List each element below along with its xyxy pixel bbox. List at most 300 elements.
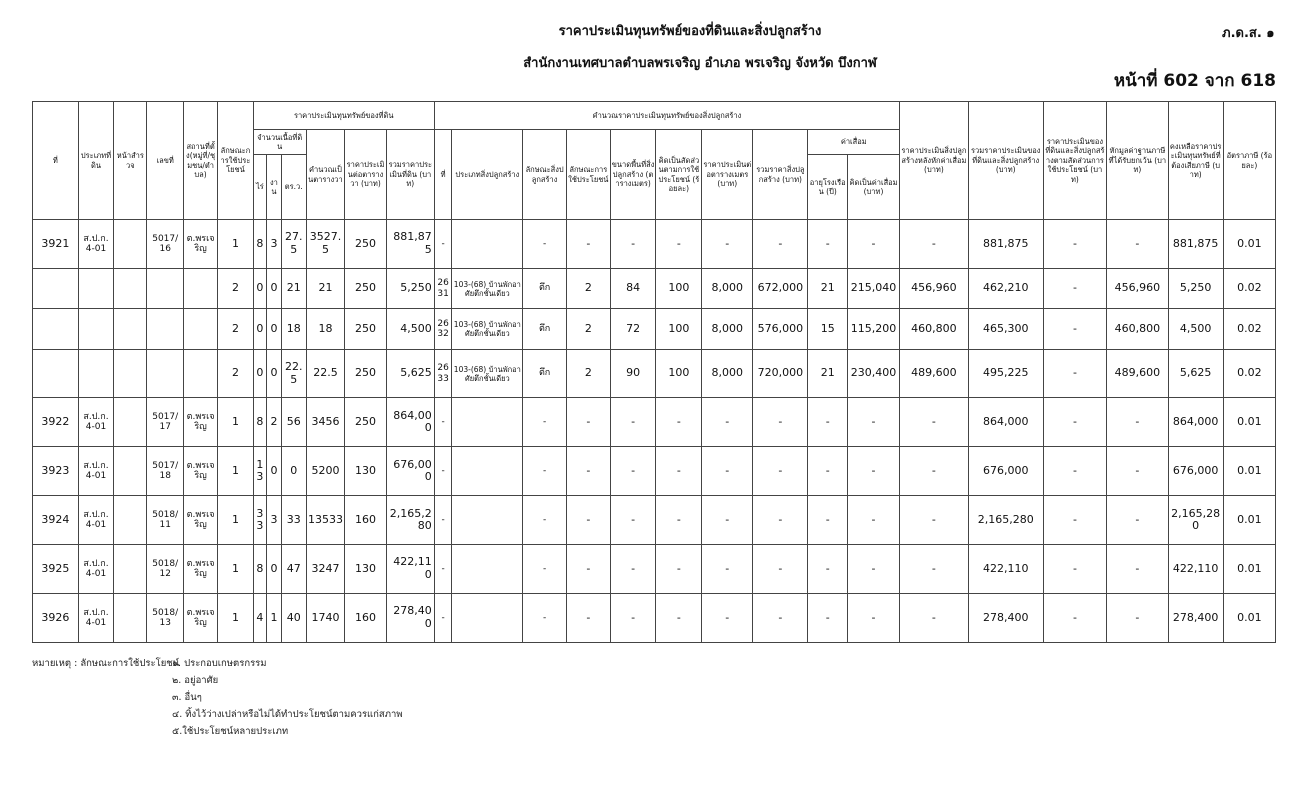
cell-b-total: - bbox=[753, 594, 808, 643]
cell-doc-no bbox=[147, 349, 183, 398]
table-row bbox=[33, 349, 1276, 398]
cell-taxable: 676,000 bbox=[1168, 447, 1223, 496]
cell-usage: 1 bbox=[218, 545, 253, 594]
cell-tax-rate: 0.01 bbox=[1223, 398, 1275, 447]
cell-price-per-wa: 160 bbox=[345, 496, 387, 545]
cell-deduction: - bbox=[1107, 220, 1168, 269]
cell-location bbox=[183, 349, 217, 398]
cell-land-type: ส.ป.ก. 4-01 bbox=[78, 220, 113, 269]
cell-depr: - bbox=[847, 447, 899, 496]
cell-b-type bbox=[452, 447, 523, 496]
cell-b-size: - bbox=[610, 545, 656, 594]
table-row bbox=[33, 398, 1276, 447]
cell-ngan: 0 bbox=[267, 545, 282, 594]
cell-calc-wa: 3247 bbox=[306, 545, 345, 594]
cell-price-per-wa: 130 bbox=[345, 447, 387, 496]
cell-age: - bbox=[808, 594, 848, 643]
cell-age: 21 bbox=[808, 268, 848, 308]
cell-depr: 115,200 bbox=[847, 309, 899, 349]
cell-survey-page bbox=[114, 309, 147, 349]
cell-doc-no: 5018/ 11 bbox=[147, 496, 183, 545]
cell-location: ต.พรเจริญ bbox=[183, 496, 217, 545]
cell-doc-no: 5017/ 16 bbox=[147, 220, 183, 269]
cell-ratio-price: - bbox=[1043, 309, 1106, 349]
cell-calc-wa: 3456 bbox=[306, 398, 345, 447]
cell-after-depr: 489,600 bbox=[900, 349, 969, 398]
cell-taxable: 5,625 bbox=[1168, 349, 1223, 398]
col-building-pct: คิดเป็นสัดส่วนตามการใช้ประโยชน์ (ร้อยละ) bbox=[656, 130, 702, 220]
note-item: ๕.ใช้ประโยชน์หลายประเภท bbox=[172, 726, 289, 737]
cell-rai: 8 bbox=[253, 220, 267, 269]
cell-b-kind: - bbox=[523, 594, 567, 643]
cell-doc-no: 5018/ 13 bbox=[147, 594, 183, 643]
cell-b-usage: - bbox=[566, 220, 610, 269]
cell-ngan: 2 bbox=[267, 398, 282, 447]
cell-b-pct: 100 bbox=[656, 349, 702, 398]
cell-b-usage: - bbox=[566, 594, 610, 643]
cell-b-pct: 100 bbox=[656, 268, 702, 308]
cell-price-per-wa: 160 bbox=[345, 594, 387, 643]
cell-calc-wa: 18 bbox=[306, 309, 345, 349]
cell-deduction: - bbox=[1107, 398, 1168, 447]
cell-survey-page bbox=[114, 268, 147, 308]
note-item: ๔. ทิ้งไว้ว่างเปล่าหรือไม่ได้ทำประโยชน์ตามควรแก่สภาพ bbox=[172, 709, 403, 720]
col-price-per-m: ราคาประเมินต่อตารางเมตร (บาท) bbox=[702, 130, 753, 220]
col-taxable: คงเหลือราคาประเมินทุนทรัพย์ที่ต้องเสียภาษี (บาท) bbox=[1168, 102, 1223, 220]
cell-doc-no: 5017/ 17 bbox=[147, 398, 183, 447]
cell-survey-page bbox=[114, 447, 147, 496]
cell-after-depr: 456,960 bbox=[900, 268, 969, 308]
cell-b-type: 103-(68) บ้านพักอาศัยตึกชั้นเดียว bbox=[452, 349, 523, 398]
cell-b-type bbox=[452, 496, 523, 545]
cell-no: 3925 bbox=[33, 545, 79, 594]
cell-b-size: 90 bbox=[610, 349, 656, 398]
cell-taxable: 881,875 bbox=[1168, 220, 1223, 269]
cell-b-price-per-m: - bbox=[702, 220, 753, 269]
col-land-total: รวมราคาประเมินที่ดิน (บาท) bbox=[386, 130, 434, 220]
cell-calc-wa: 1740 bbox=[306, 594, 345, 643]
page-indicator: หน้าที่ 602 จาก 618 bbox=[1113, 71, 1276, 91]
cell-usage: 2 bbox=[218, 349, 253, 398]
cell-land-total: 2,165,280 bbox=[386, 496, 434, 545]
cell-usage: 2 bbox=[218, 268, 253, 308]
cell-usage: 2 bbox=[218, 309, 253, 349]
cell-after-depr: - bbox=[900, 594, 969, 643]
cell-price-per-wa: 130 bbox=[345, 545, 387, 594]
cell-grand-total: 881,875 bbox=[968, 220, 1043, 269]
cell-ratio-price: - bbox=[1043, 268, 1106, 308]
col-wa: ตร.ว. bbox=[281, 155, 306, 220]
cell-age: - bbox=[808, 220, 848, 269]
cell-age: 15 bbox=[808, 309, 848, 349]
cell-b-kind: - bbox=[523, 398, 567, 447]
cell-after-depr: - bbox=[900, 220, 969, 269]
cell-b-price-per-m: - bbox=[702, 398, 753, 447]
cell-ratio-price: - bbox=[1043, 545, 1106, 594]
cell-no bbox=[33, 349, 79, 398]
cell-doc-no: 5017/ 18 bbox=[147, 447, 183, 496]
cell-survey-page bbox=[114, 496, 147, 545]
cell-b-price-per-m: - bbox=[702, 496, 753, 545]
cell-usage: 1 bbox=[218, 447, 253, 496]
cell-survey-page bbox=[114, 594, 147, 643]
cell-taxable: 422,110 bbox=[1168, 545, 1223, 594]
cell-rai: 33 bbox=[253, 496, 267, 545]
cell-wa: 27.5 bbox=[281, 220, 306, 269]
cell-grand-total: 422,110 bbox=[968, 545, 1043, 594]
cell-b-total: - bbox=[753, 496, 808, 545]
cell-age: - bbox=[808, 398, 848, 447]
cell-depr: - bbox=[847, 594, 899, 643]
office-title: สำนักงานเทศบาลตำบลพรเจริญ อำเภอ พรเจริญ จังหวัด บึงกาฬ bbox=[523, 56, 877, 71]
cell-b-size: 84 bbox=[610, 268, 656, 308]
cell-wa: 22.5 bbox=[281, 349, 306, 398]
cell-land-total: 864,000 bbox=[386, 398, 434, 447]
cell-b-price-per-m: - bbox=[702, 594, 753, 643]
cell-rai: 0 bbox=[253, 309, 267, 349]
cell-no bbox=[33, 309, 79, 349]
cell-b-size: - bbox=[610, 447, 656, 496]
cell-wa: 18 bbox=[281, 309, 306, 349]
cell-b-kind: - bbox=[523, 220, 567, 269]
cell-tax-rate: 0.01 bbox=[1223, 594, 1275, 643]
cell-taxable: 4,500 bbox=[1168, 309, 1223, 349]
cell-deduction: - bbox=[1107, 545, 1168, 594]
col-grand-total: รวมราคาประเมินของที่ดินและสิ่งปลูกสร้าง (บาท) bbox=[968, 102, 1043, 220]
cell-b-usage: - bbox=[566, 545, 610, 594]
cell-b-no: - bbox=[434, 496, 452, 545]
cell-b-kind: ตึก bbox=[523, 349, 567, 398]
cell-no: 3921 bbox=[33, 220, 79, 269]
col-building-usage: ลักษณะการใช้ประโยชน์ bbox=[566, 130, 610, 220]
cell-tax-rate: 0.02 bbox=[1223, 349, 1275, 398]
cell-tax-rate: 0.02 bbox=[1223, 268, 1275, 308]
cell-taxable: 5,250 bbox=[1168, 268, 1223, 308]
col-usage: ลักษณะการใช้ประโยชน์ bbox=[218, 102, 253, 220]
cell-rai: 8 bbox=[253, 398, 267, 447]
cell-ratio-price: - bbox=[1043, 496, 1106, 545]
cell-b-no: - bbox=[434, 447, 452, 496]
col-location: สถานที่ตั้ง(หมู่ที่/ชุมชน/ตำบล) bbox=[183, 102, 217, 220]
cell-ngan: 0 bbox=[267, 349, 282, 398]
cell-rai: 0 bbox=[253, 349, 267, 398]
cell-land-type: ส.ป.ก. 4-01 bbox=[78, 496, 113, 545]
col-tax-rate: อัตราภาษี (ร้อยละ) bbox=[1223, 102, 1275, 220]
cell-b-size: - bbox=[610, 496, 656, 545]
cell-b-kind: - bbox=[523, 545, 567, 594]
cell-price-per-wa: 250 bbox=[345, 349, 387, 398]
cell-land-type bbox=[78, 349, 113, 398]
cell-b-type bbox=[452, 398, 523, 447]
cell-b-price-per-m: 8,000 bbox=[702, 349, 753, 398]
cell-ngan: 0 bbox=[267, 447, 282, 496]
cell-depr: - bbox=[847, 496, 899, 545]
col-survey-page: หน้าสำรวจ bbox=[114, 102, 147, 220]
cell-b-pct: - bbox=[656, 220, 702, 269]
cell-location: ต.พรเจริญ bbox=[183, 398, 217, 447]
cell-usage: 1 bbox=[218, 496, 253, 545]
cell-ngan: 3 bbox=[267, 220, 282, 269]
cell-grand-total: 864,000 bbox=[968, 398, 1043, 447]
group-area: จำนวนเนื้อที่ดิน bbox=[253, 130, 306, 155]
cell-deduction: 460,800 bbox=[1107, 309, 1168, 349]
cell-b-total: 672,000 bbox=[753, 268, 808, 308]
cell-ngan: 3 bbox=[267, 496, 282, 545]
cell-land-type: ส.ป.ก. 4-01 bbox=[78, 398, 113, 447]
cell-ratio-price: - bbox=[1043, 398, 1106, 447]
cell-b-no: 2633 bbox=[434, 349, 452, 398]
cell-doc-no: 5018/ 12 bbox=[147, 545, 183, 594]
cell-b-total: 576,000 bbox=[753, 309, 808, 349]
cell-b-kind: - bbox=[523, 447, 567, 496]
cell-location: ต.พรเจริญ bbox=[183, 594, 217, 643]
table-row bbox=[33, 447, 1276, 496]
cell-tax-rate: 0.01 bbox=[1223, 496, 1275, 545]
cell-b-no: - bbox=[434, 398, 452, 447]
col-ratio-price: ราคาประเมินของที่ดินและสิ่งปลูกสร้างตามสัดส่วนการใช้ประโยชน์ (บาท) bbox=[1043, 102, 1106, 220]
table-body bbox=[33, 220, 1276, 643]
col-building-type: ประเภทสิ่งปลูกสร้าง bbox=[452, 130, 523, 220]
cell-ngan: 1 bbox=[267, 594, 282, 643]
cell-b-price-per-m: - bbox=[702, 447, 753, 496]
cell-tax-rate: 0.01 bbox=[1223, 545, 1275, 594]
cell-age: - bbox=[808, 447, 848, 496]
cell-land-total: 676,000 bbox=[386, 447, 434, 496]
cell-wa: 40 bbox=[281, 594, 306, 643]
cell-deduction: - bbox=[1107, 496, 1168, 545]
cell-b-type: 103-(68) บ้านพักอาศัยตึกชั้นเดียว bbox=[452, 309, 523, 349]
group-land: ราคาประเมินทุนทรัพย์ของที่ดิน bbox=[253, 102, 434, 130]
cell-land-type bbox=[78, 309, 113, 349]
cell-price-per-wa: 250 bbox=[345, 220, 387, 269]
cell-survey-page bbox=[114, 220, 147, 269]
cell-age: - bbox=[808, 496, 848, 545]
group-building: คำนวณราคาประเมินทุนทรัพย์ของสิ่งปลูกสร้าง bbox=[434, 102, 899, 130]
cell-ratio-price: - bbox=[1043, 447, 1106, 496]
cell-wa: 56 bbox=[281, 398, 306, 447]
cell-tax-rate: 0.02 bbox=[1223, 309, 1275, 349]
document-title: ราคาประเมินทุนทรัพย์ของที่ดินและสิ่งปลูกสร้าง bbox=[558, 24, 822, 39]
cell-b-size: - bbox=[610, 594, 656, 643]
cell-wa: 47 bbox=[281, 545, 306, 594]
cell-b-pct: 100 bbox=[656, 309, 702, 349]
col-doc-no: เลขที่ bbox=[147, 102, 183, 220]
cell-b-kind: - bbox=[523, 496, 567, 545]
col-calc-wa: คำนวณเป็นตารางวา bbox=[306, 130, 345, 220]
cell-no: 3922 bbox=[33, 398, 79, 447]
cell-calc-wa: 13533 bbox=[306, 496, 345, 545]
cell-usage: 1 bbox=[218, 398, 253, 447]
cell-location bbox=[183, 309, 217, 349]
cell-b-usage: - bbox=[566, 496, 610, 545]
cell-b-total: 720,000 bbox=[753, 349, 808, 398]
notes-label: หมายเหตุ : ลักษณะการใช้ประโยชน์ bbox=[32, 658, 180, 669]
cell-survey-page bbox=[114, 545, 147, 594]
cell-no bbox=[33, 268, 79, 308]
cell-survey-page bbox=[114, 398, 147, 447]
cell-deduction: - bbox=[1107, 447, 1168, 496]
cell-depr: - bbox=[847, 545, 899, 594]
cell-no: 3926 bbox=[33, 594, 79, 643]
cell-after-depr: - bbox=[900, 496, 969, 545]
table-row bbox=[33, 594, 1276, 643]
cell-b-pct: - bbox=[656, 447, 702, 496]
cell-ratio-price: - bbox=[1043, 220, 1106, 269]
cell-b-pct: - bbox=[656, 545, 702, 594]
cell-survey-page bbox=[114, 349, 147, 398]
col-ngan: งาน bbox=[267, 155, 282, 220]
cell-b-usage: - bbox=[566, 447, 610, 496]
table-row bbox=[33, 545, 1276, 594]
cell-doc-no bbox=[147, 268, 183, 308]
form-code: ภ.ด.ส. ๑ bbox=[1222, 26, 1275, 41]
cell-depr: - bbox=[847, 220, 899, 269]
cell-price-per-wa: 250 bbox=[345, 398, 387, 447]
note-item: ๓. อื่นๆ bbox=[172, 692, 202, 703]
cell-age: 21 bbox=[808, 349, 848, 398]
cell-b-price-per-m: 8,000 bbox=[702, 268, 753, 308]
cell-rai: 13 bbox=[253, 447, 267, 496]
col-age: อายุโรงเรือน (ปี) bbox=[808, 155, 848, 220]
cell-b-usage: - bbox=[566, 398, 610, 447]
cell-b-price-per-m: - bbox=[702, 545, 753, 594]
cell-price-per-wa: 250 bbox=[345, 268, 387, 308]
cell-b-kind: ตึก bbox=[523, 309, 567, 349]
cell-wa: 33 bbox=[281, 496, 306, 545]
cell-b-total: - bbox=[753, 447, 808, 496]
cell-grand-total: 278,400 bbox=[968, 594, 1043, 643]
cell-deduction: 456,960 bbox=[1107, 268, 1168, 308]
cell-b-total: - bbox=[753, 545, 808, 594]
cell-rai: 8 bbox=[253, 545, 267, 594]
cell-after-depr: - bbox=[900, 545, 969, 594]
col-after-depr: ราคาประเมินสิ่งปลูกสร้างหลังหักค่าเสื่อม (บาท) bbox=[900, 102, 969, 220]
cell-taxable: 278,400 bbox=[1168, 594, 1223, 643]
col-price-per-wa: ราคาประเมินต่อตารางวา (บาท) bbox=[345, 130, 387, 220]
cell-land-total: 5,250 bbox=[386, 268, 434, 308]
cell-b-size: - bbox=[610, 398, 656, 447]
cell-b-total: - bbox=[753, 398, 808, 447]
cell-no: 3924 bbox=[33, 496, 79, 545]
cell-wa: 21 bbox=[281, 268, 306, 308]
cell-calc-wa: 22.5 bbox=[306, 349, 345, 398]
cell-ngan: 0 bbox=[267, 268, 282, 308]
cell-land-total: 278,400 bbox=[386, 594, 434, 643]
cell-grand-total: 465,300 bbox=[968, 309, 1043, 349]
cell-b-usage: 2 bbox=[566, 349, 610, 398]
cell-b-total: - bbox=[753, 220, 808, 269]
col-deduction: หักมูลค่าฐานภาษีที่ได้รับยกเว้น (บาท) bbox=[1107, 102, 1168, 220]
cell-ratio-price: - bbox=[1043, 594, 1106, 643]
col-building-size: ขนาดพื้นที่สิ่งปลูกสร้าง (ตารางเมตร) bbox=[610, 130, 656, 220]
table-row bbox=[33, 268, 1276, 308]
cell-price-per-wa: 250 bbox=[345, 309, 387, 349]
cell-wa: 0 bbox=[281, 447, 306, 496]
table-row bbox=[33, 220, 1276, 269]
cell-b-price-per-m: 8,000 bbox=[702, 309, 753, 349]
col-land-type: ประเภทที่ดิน bbox=[78, 102, 113, 220]
cell-land-total: 5,625 bbox=[386, 349, 434, 398]
cell-depr: 215,040 bbox=[847, 268, 899, 308]
cell-land-type bbox=[78, 268, 113, 308]
cell-deduction: - bbox=[1107, 594, 1168, 643]
cell-b-type bbox=[452, 594, 523, 643]
cell-b-type bbox=[452, 220, 523, 269]
cell-age: - bbox=[808, 545, 848, 594]
cell-usage: 1 bbox=[218, 594, 253, 643]
cell-b-no: 2631 bbox=[434, 268, 452, 308]
cell-b-no: - bbox=[434, 545, 452, 594]
cell-b-usage: 2 bbox=[566, 268, 610, 308]
cell-grand-total: 462,210 bbox=[968, 268, 1043, 308]
cell-b-type: 103-(68) บ้านพักอาศัยตึกชั้นเดียว bbox=[452, 268, 523, 308]
table-row bbox=[33, 309, 1276, 349]
col-no: ที่ bbox=[33, 102, 79, 220]
col-depr: คิดเป็นค่าเสื่อม (บาท) bbox=[847, 155, 899, 220]
notes-first-line bbox=[32, 655, 403, 672]
cell-tax-rate: 0.01 bbox=[1223, 447, 1275, 496]
cell-b-usage: 2 bbox=[566, 309, 610, 349]
col-rai: ไร่ bbox=[253, 155, 267, 220]
cell-tax-rate: 0.01 bbox=[1223, 220, 1275, 269]
cell-calc-wa: 3527.5 bbox=[306, 220, 345, 269]
cell-deduction: 489,600 bbox=[1107, 349, 1168, 398]
cell-land-type: ส.ป.ก. 4-01 bbox=[78, 545, 113, 594]
cell-location: ต.พรเจริญ bbox=[183, 545, 217, 594]
cell-land-total: 4,500 bbox=[386, 309, 434, 349]
assessment-table bbox=[32, 101, 1276, 643]
cell-location: ต.พรเจริญ bbox=[183, 447, 217, 496]
cell-b-no: - bbox=[434, 220, 452, 269]
cell-grand-total: 2,165,280 bbox=[968, 496, 1043, 545]
cell-location bbox=[183, 268, 217, 308]
note-item: ๑. ประกอบเกษตรกรรม bbox=[172, 658, 267, 669]
cell-doc-no bbox=[147, 309, 183, 349]
cell-land-total: 422,110 bbox=[386, 545, 434, 594]
cell-b-kind: ตึก bbox=[523, 268, 567, 308]
cell-depr: - bbox=[847, 398, 899, 447]
cell-land-total: 881,875 bbox=[386, 220, 434, 269]
cell-calc-wa: 5200 bbox=[306, 447, 345, 496]
cell-b-type bbox=[452, 545, 523, 594]
cell-usage: 1 bbox=[218, 220, 253, 269]
cell-after-depr: - bbox=[900, 398, 969, 447]
note-item: ๒. อยู่อาศัย bbox=[172, 675, 219, 686]
cell-location: ต.พรเจริญ bbox=[183, 220, 217, 269]
cell-depr: 230,400 bbox=[847, 349, 899, 398]
cell-grand-total: 495,225 bbox=[968, 349, 1043, 398]
col-building-kind: ลักษณะสิ่งปลูกสร้าง bbox=[523, 130, 567, 220]
cell-ngan: 0 bbox=[267, 309, 282, 349]
cell-land-type: ส.ป.ก. 4-01 bbox=[78, 447, 113, 496]
cell-b-size: 72 bbox=[610, 309, 656, 349]
cell-after-depr: - bbox=[900, 447, 969, 496]
cell-b-pct: - bbox=[656, 398, 702, 447]
group-depreciation: ค่าเสื่อม bbox=[808, 130, 900, 155]
table-row bbox=[33, 496, 1276, 545]
cell-b-no: 2632 bbox=[434, 309, 452, 349]
cell-taxable: 864,000 bbox=[1168, 398, 1223, 447]
cell-rai: 0 bbox=[253, 268, 267, 308]
cell-grand-total: 676,000 bbox=[968, 447, 1043, 496]
col-building-total: รวมราคาสิ่งปลูกสร้าง (บาท) bbox=[753, 130, 808, 220]
cell-b-no: - bbox=[434, 594, 452, 643]
cell-b-size: - bbox=[610, 220, 656, 269]
cell-calc-wa: 21 bbox=[306, 268, 345, 308]
cell-ratio-price: - bbox=[1043, 349, 1106, 398]
cell-rai: 4 bbox=[253, 594, 267, 643]
cell-b-pct: - bbox=[656, 496, 702, 545]
